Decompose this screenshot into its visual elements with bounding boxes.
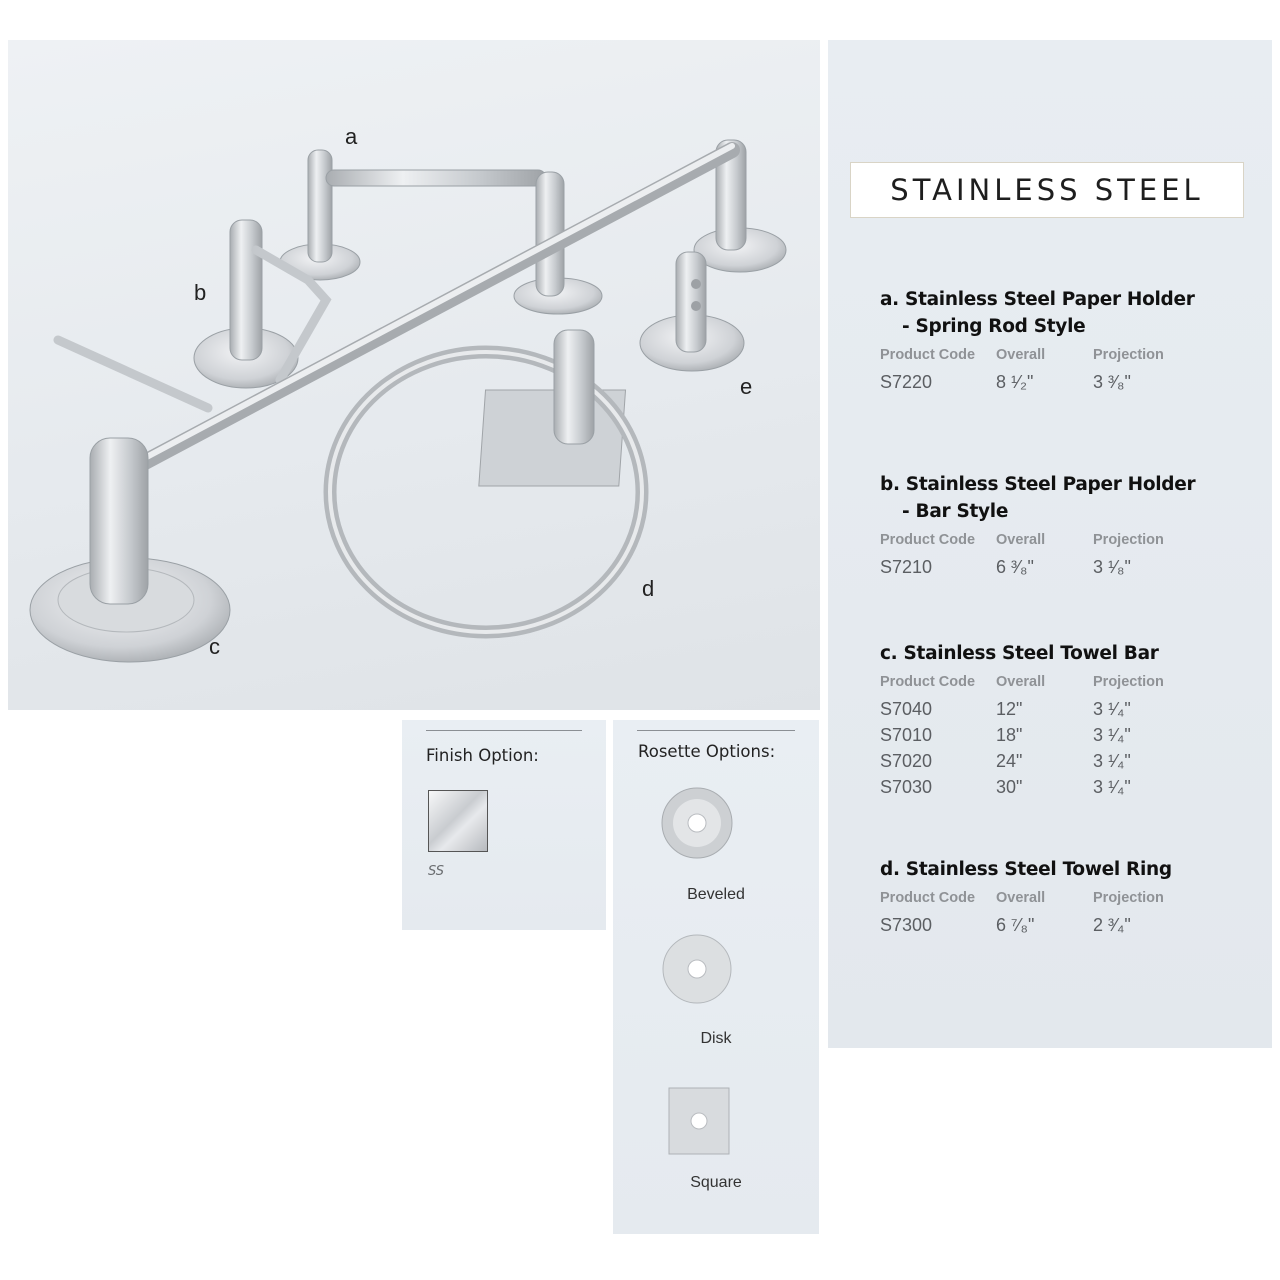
ss-finish-swatch[interactable] xyxy=(428,790,488,852)
product-subtitle: - Spring Rod Style xyxy=(902,316,1086,337)
header-product-code: Product Code xyxy=(880,890,976,906)
callout-c: c xyxy=(209,634,220,659)
header-projection: Projection xyxy=(1093,674,1164,690)
product-title xyxy=(880,286,1260,340)
paper-holder-spring-rod xyxy=(280,150,602,314)
row-overall: 24" xyxy=(996,751,1023,771)
spec-row xyxy=(880,774,1260,800)
divider xyxy=(426,730,582,731)
spec-header xyxy=(880,347,1260,363)
product-b xyxy=(880,471,1260,580)
product-title xyxy=(880,856,1260,883)
disk-rosette-icon[interactable] xyxy=(662,934,732,1004)
bath-hardware-illustration xyxy=(8,40,820,710)
finish-option-panel xyxy=(402,720,606,930)
product-title xyxy=(880,640,1260,667)
beveled-rosette-icon[interactable] xyxy=(660,786,734,860)
row-projection: 2 ³⁄₄" xyxy=(1093,915,1131,935)
header-product-code: Product Code xyxy=(880,347,976,363)
rosette-label-beveled: Beveled xyxy=(687,886,745,903)
spec-row xyxy=(880,554,1260,580)
header-projection: Projection xyxy=(1093,532,1164,548)
row-code: S7300 xyxy=(880,915,933,935)
product-c xyxy=(880,640,1260,800)
rosette-label-disk: Disk xyxy=(700,1030,732,1047)
row-code: S7010 xyxy=(880,725,933,745)
product-a xyxy=(880,286,1260,395)
row-code: S7220 xyxy=(880,372,933,392)
product-title xyxy=(880,471,1260,525)
spec-header xyxy=(880,674,1260,690)
header-product-code: Product Code xyxy=(880,532,976,548)
spec-header xyxy=(880,890,1260,906)
callout-a: a xyxy=(345,124,358,149)
spec-row xyxy=(880,369,1260,395)
product-subtitle: - Bar Style xyxy=(902,501,1009,522)
header-overall: Overall xyxy=(996,347,1046,363)
towel-bar xyxy=(30,146,732,662)
row-projection: 3 ¹⁄₄" xyxy=(1093,699,1131,719)
product-title-text: c. Stainless Steel Towel Bar xyxy=(880,643,1159,664)
row-overall: 6 ⁷⁄₈" xyxy=(996,915,1035,935)
row-code: S7210 xyxy=(880,557,933,577)
row-projection: 3 ¹⁄₄" xyxy=(1093,777,1131,797)
row-code: S7020 xyxy=(880,751,933,771)
header-overall: Overall xyxy=(996,532,1046,548)
brand-banner xyxy=(850,162,1244,218)
callout-d: d xyxy=(642,576,655,601)
product-title-text: d. Stainless Steel Towel Ring xyxy=(880,859,1172,880)
row-overall: 8 ¹⁄₂" xyxy=(996,372,1034,392)
spec-row xyxy=(880,748,1260,774)
square-rosette-icon[interactable] xyxy=(667,1086,731,1156)
spec-header xyxy=(880,532,1260,548)
rosette-label-square: Square xyxy=(690,1174,742,1191)
swatch-label: SS xyxy=(428,864,445,879)
product-title-text: b. Stainless Steel Paper Holder xyxy=(880,474,1196,495)
finish-heading: Finish Option: xyxy=(426,746,539,765)
row-overall: 18" xyxy=(996,725,1023,745)
product-photo xyxy=(8,40,820,710)
row-overall: 6 ³⁄₈" xyxy=(996,557,1034,577)
brand-title: STAINLESS STEEL xyxy=(890,173,1204,207)
callout-b: b xyxy=(194,280,207,305)
spec-row xyxy=(880,722,1260,748)
towel-ring xyxy=(330,330,642,632)
rosette-heading: Rosette Options: xyxy=(638,742,776,761)
row-projection: 3 ¹⁄₈" xyxy=(1093,557,1131,577)
divider xyxy=(637,730,795,731)
product-d xyxy=(880,856,1260,938)
row-code: S7040 xyxy=(880,699,933,719)
row-projection: 3 ¹⁄₄" xyxy=(1093,725,1131,745)
spec-row xyxy=(880,696,1260,722)
header-overall: Overall xyxy=(996,890,1046,906)
spec-panel xyxy=(828,40,1272,1048)
product-title-text: a. Stainless Steel Paper Holder xyxy=(880,289,1195,310)
callout-e: e xyxy=(740,374,753,399)
row-overall: 12" xyxy=(996,699,1023,719)
header-projection: Projection xyxy=(1093,347,1164,363)
rosette-options-panel xyxy=(613,720,819,1234)
row-overall: 30" xyxy=(996,777,1023,797)
row-projection: 3 ¹⁄₄" xyxy=(1093,751,1131,771)
header-product-code: Product Code xyxy=(880,674,976,690)
row-projection: 3 ³⁄₈" xyxy=(1093,372,1131,392)
header-projection: Projection xyxy=(1093,890,1164,906)
spec-row xyxy=(880,912,1260,938)
row-code: S7030 xyxy=(880,777,933,797)
header-overall: Overall xyxy=(996,674,1046,690)
